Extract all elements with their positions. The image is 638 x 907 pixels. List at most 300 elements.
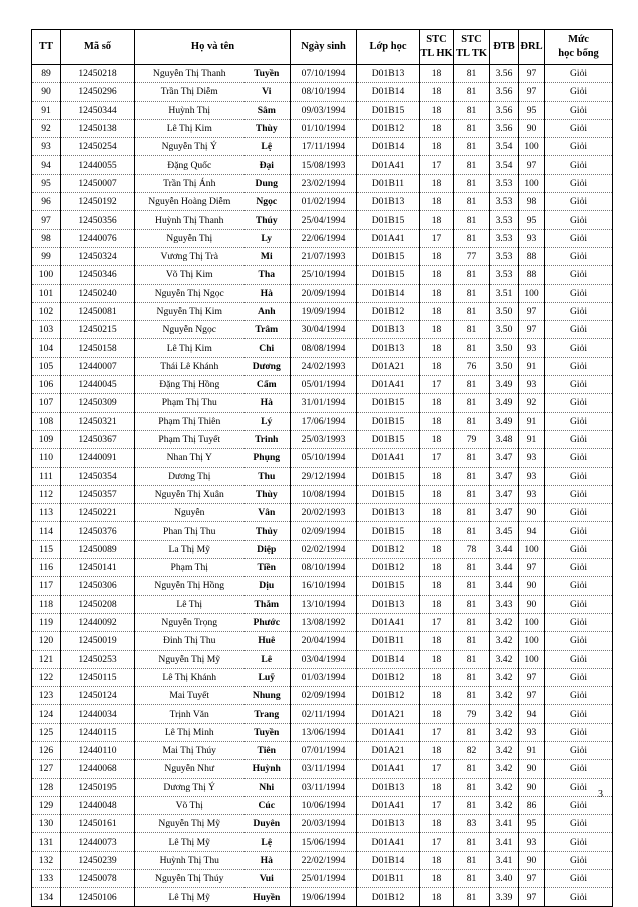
cell-tt: 133 [32,870,61,888]
cell-muc-hoc-bong: Giỏi [545,888,613,906]
cell-tt: 91 [32,101,61,119]
cell-stc-tl-hk: 18 [420,467,454,485]
cell-drl: 98 [519,193,545,211]
cell-stc-tl-tk: 81 [454,302,490,320]
cell-stc-tl-hk: 17 [420,796,454,814]
cell-stc-tl-hk: 18 [420,174,454,192]
cell-tt: 101 [32,284,61,302]
cell-dtb: 3.42 [490,723,519,741]
header-ho-va-ten: Họ và tên [135,30,291,65]
cell-ten: Thủy [244,522,291,540]
cell-muc-hoc-bong: Giỏi [545,815,613,833]
cell-tt: 119 [32,613,61,631]
table-row [32,302,613,320]
cell-dtb: 3.47 [490,504,519,522]
cell-tt: 126 [32,741,61,759]
table-row [32,577,613,595]
cell-tt: 108 [32,412,61,430]
cell-ma-so: 12440073 [61,833,135,851]
cell-stc-tl-tk: 81 [454,687,490,705]
cell-lop-hoc: D01B11 [357,174,420,192]
page-number: 3 [598,789,603,800]
cell-dtb: 3.49 [490,394,519,412]
cell-ngay-sinh: 25/10/1994 [291,266,357,284]
cell-drl: 95 [519,211,545,229]
cell-muc-hoc-bong: Giỏi [545,247,613,265]
table-row [32,650,613,668]
cell-ten: Cẩm [244,376,291,394]
cell-ho: Phạm Thị [135,559,244,577]
cell-ngay-sinh: 10/06/1994 [291,796,357,814]
cell-stc-tl-tk: 81 [454,778,490,796]
cell-drl: 97 [519,83,545,101]
cell-lop-hoc: D01B14 [357,851,420,869]
cell-stc-tl-tk: 81 [454,119,490,137]
cell-ngay-sinh: 05/01/1994 [291,376,357,394]
cell-ma-so: 12440115 [61,723,135,741]
table-row [32,467,613,485]
cell-ten: Trang [244,705,291,723]
cell-stc-tl-tk: 81 [454,595,490,613]
cell-stc-tl-tk: 81 [454,833,490,851]
cell-dtb: 3.56 [490,119,519,137]
cell-drl: 100 [519,632,545,650]
cell-stc-tl-tk: 81 [454,723,490,741]
cell-stc-tl-hk: 17 [420,760,454,778]
header-stc-hk-line2: TL HK [420,48,453,59]
header-stc-tl-hk [420,30,454,65]
cell-dtb: 3.53 [490,266,519,284]
cell-muc-hoc-bong: Giỏi [545,741,613,759]
cell-lop-hoc: D01B14 [357,284,420,302]
cell-ho: Nhan Thị Y [135,449,244,467]
cell-tt: 128 [32,778,61,796]
cell-ho: Võ Thị Kim [135,266,244,284]
cell-stc-tl-hk: 18 [420,394,454,412]
table-row [32,321,613,339]
cell-muc-hoc-bong: Giỏi [545,559,613,577]
cell-tt: 125 [32,723,61,741]
cell-ten: Ngọc [244,193,291,211]
cell-stc-tl-hk: 17 [420,376,454,394]
cell-ma-so: 12450240 [61,284,135,302]
cell-muc-hoc-bong: Giỏi [545,138,613,156]
cell-dtb: 3.43 [490,595,519,613]
cell-lop-hoc: D01B15 [357,467,420,485]
cell-muc-hoc-bong: Giỏi [545,650,613,668]
cell-lop-hoc: D01B12 [357,119,420,137]
table-row [32,796,613,814]
cell-drl: 100 [519,138,545,156]
table-row [32,613,613,631]
cell-drl: 97 [519,888,545,906]
table-row [32,723,613,741]
cell-drl: 90 [519,595,545,613]
cell-ma-so: 12450309 [61,394,135,412]
cell-drl: 95 [519,101,545,119]
cell-drl: 97 [519,156,545,174]
cell-ho: Nguyễn Thị Mỹ [135,815,244,833]
cell-ngay-sinh: 08/10/1994 [291,83,357,101]
cell-ma-so: 12440034 [61,705,135,723]
cell-muc-hoc-bong: Giỏi [545,193,613,211]
cell-drl: 93 [519,339,545,357]
cell-stc-tl-hk: 18 [420,650,454,668]
cell-ho: Nguyễn Trọng [135,613,244,631]
cell-muc-hoc-bong: Giỏi [545,595,613,613]
cell-ma-so: 12450306 [61,577,135,595]
cell-ngay-sinh: 25/03/1993 [291,430,357,448]
cell-muc-hoc-bong: Giỏi [545,229,613,247]
cell-lop-hoc: D01A41 [357,833,420,851]
cell-ngay-sinh: 01/10/1994 [291,119,357,137]
cell-ten: Luỹ [244,668,291,686]
cell-lop-hoc: D01A41 [357,723,420,741]
cell-stc-tl-hk: 18 [420,870,454,888]
cell-lop-hoc: D01B15 [357,522,420,540]
cell-ma-so: 12450367 [61,430,135,448]
cell-dtb: 3.44 [490,540,519,558]
cell-dtb: 3.41 [490,815,519,833]
cell-ho: Nguyễn Thị Mỹ [135,650,244,668]
cell-stc-tl-tk: 81 [454,796,490,814]
cell-lop-hoc: D01B13 [357,339,420,357]
cell-ho: Nguyễn Thị Thúy [135,870,244,888]
cell-drl: 97 [519,687,545,705]
cell-drl: 91 [519,357,545,375]
cell-lop-hoc: D01A21 [357,357,420,375]
cell-stc-tl-tk: 81 [454,83,490,101]
cell-ten: Huỳnh [244,760,291,778]
cell-tt: 110 [32,449,61,467]
cell-ngay-sinh: 23/02/1994 [291,174,357,192]
cell-lop-hoc: D01A41 [357,760,420,778]
cell-lop-hoc: D01B15 [357,577,420,595]
cell-drl: 90 [519,577,545,595]
header-muc-line2: học bổng [558,48,599,59]
table-row [32,888,613,906]
cell-ma-so: 12450141 [61,559,135,577]
header-stc-tl-tk [454,30,490,65]
cell-ma-so: 12450344 [61,101,135,119]
cell-stc-tl-hk: 18 [420,138,454,156]
cell-ten: Chi [244,339,291,357]
cell-lop-hoc: D01B12 [357,888,420,906]
cell-ma-so: 12450253 [61,650,135,668]
cell-stc-tl-hk: 18 [420,284,454,302]
header-drl: ĐRL [519,30,545,65]
cell-dtb: 3.49 [490,376,519,394]
cell-muc-hoc-bong: Giỏi [545,485,613,503]
cell-stc-tl-hk: 18 [420,504,454,522]
cell-stc-tl-hk: 18 [420,778,454,796]
cell-ngay-sinh: 20/09/1994 [291,284,357,302]
table-row [32,778,613,796]
cell-ngay-sinh: 03/04/1994 [291,650,357,668]
header-tt: TT [32,30,61,65]
cell-muc-hoc-bong: Giỏi [545,504,613,522]
cell-stc-tl-hk: 18 [420,485,454,503]
cell-muc-hoc-bong: Giỏi [545,65,613,83]
header-dtb: ĐTB [490,30,519,65]
cell-ten: Lê [244,650,291,668]
cell-ngay-sinh: 10/08/1994 [291,485,357,503]
cell-ten: Dung [244,174,291,192]
cell-ngay-sinh: 19/06/1994 [291,888,357,906]
cell-stc-tl-tk: 81 [454,394,490,412]
cell-stc-tl-tk: 81 [454,65,490,83]
cell-drl: 91 [519,430,545,448]
table-row [32,101,613,119]
cell-ho: Nguyễn Thị Kim [135,302,244,320]
cell-tt: 132 [32,851,61,869]
cell-ho: Nguyễn Thị [135,229,244,247]
cell-ten: Cúc [244,796,291,814]
cell-ngay-sinh: 30/04/1994 [291,321,357,339]
cell-dtb: 3.53 [490,193,519,211]
cell-dtb: 3.47 [490,467,519,485]
cell-drl: 93 [519,376,545,394]
cell-lop-hoc: D01A41 [357,156,420,174]
cell-stc-tl-hk: 18 [420,595,454,613]
cell-stc-tl-hk: 18 [420,302,454,320]
cell-drl: 93 [519,485,545,503]
cell-muc-hoc-bong: Giỏi [545,632,613,650]
cell-stc-tl-hk: 18 [420,412,454,430]
cell-lop-hoc: D01A41 [357,229,420,247]
cell-stc-tl-tk: 82 [454,741,490,759]
cell-ho: Huỳnh Thị Thu [135,851,244,869]
cell-ten: Tuyền [244,723,291,741]
cell-stc-tl-tk: 81 [454,211,490,229]
cell-tt: 102 [32,302,61,320]
cell-lop-hoc: D01A41 [357,613,420,631]
cell-dtb: 3.42 [490,613,519,631]
header-ma-so: Mã số [61,30,135,65]
cell-ho: La Thị Mỹ [135,540,244,558]
cell-stc-tl-hk: 18 [420,65,454,83]
cell-dtb: 3.42 [490,632,519,650]
cell-muc-hoc-bong: Giỏi [545,101,613,119]
cell-ma-so: 12450081 [61,302,135,320]
cell-muc-hoc-bong: Giỏi [545,174,613,192]
table-row [32,760,613,778]
cell-stc-tl-tk: 81 [454,632,490,650]
cell-ho: Nguyễn Ngọc [135,321,244,339]
cell-tt: 114 [32,522,61,540]
cell-lop-hoc: D01B13 [357,321,420,339]
cell-muc-hoc-bong: Giỏi [545,156,613,174]
cell-muc-hoc-bong: Giỏi [545,467,613,485]
cell-ho: Huỳnh Thị [135,101,244,119]
cell-stc-tl-tk: 81 [454,522,490,540]
cell-tt: 116 [32,559,61,577]
cell-stc-tl-hk: 18 [420,101,454,119]
cell-ngay-sinh: 31/01/1994 [291,394,357,412]
cell-ho: Nguyễn Thị Thanh [135,65,244,83]
table-row [32,211,613,229]
cell-stc-tl-hk: 18 [420,577,454,595]
cell-ngay-sinh: 03/11/1994 [291,778,357,796]
cell-dtb: 3.53 [490,247,519,265]
cell-ho: Lê Thị Khánh [135,668,244,686]
cell-ma-so: 12450138 [61,119,135,137]
cell-ngay-sinh: 08/10/1994 [291,559,357,577]
cell-dtb: 3.44 [490,577,519,595]
cell-tt: 127 [32,760,61,778]
table-row [32,156,613,174]
cell-ngay-sinh: 01/03/1994 [291,668,357,686]
cell-drl: 90 [519,119,545,137]
cell-tt: 95 [32,174,61,192]
cell-ten: Trâm [244,321,291,339]
cell-ho: Dương Thị [135,467,244,485]
table-row [32,266,613,284]
cell-stc-tl-hk: 18 [420,559,454,577]
cell-muc-hoc-bong: Giỏi [545,668,613,686]
cell-dtb: 3.48 [490,430,519,448]
cell-muc-hoc-bong: Giỏi [545,851,613,869]
cell-ten: Anh [244,302,291,320]
cell-muc-hoc-bong: Giỏi [545,266,613,284]
table-row [32,394,613,412]
cell-ma-so: 12450346 [61,266,135,284]
cell-muc-hoc-bong: Giỏi [545,339,613,357]
cell-ho: Huỳnh Thị Thanh [135,211,244,229]
cell-ma-so: 12450161 [61,815,135,833]
header-muc-hoc-bong [545,30,613,65]
cell-muc-hoc-bong: Giỏi [545,394,613,412]
cell-stc-tl-tk: 81 [454,888,490,906]
cell-ma-so: 12450239 [61,851,135,869]
cell-ngay-sinh: 19/09/1994 [291,302,357,320]
cell-ngay-sinh: 20/02/1993 [291,504,357,522]
cell-stc-tl-tk: 81 [454,193,490,211]
cell-drl: 100 [519,650,545,668]
cell-ma-so: 12440092 [61,613,135,631]
cell-ma-so: 12450356 [61,211,135,229]
cell-muc-hoc-bong: Giỏi [545,83,613,101]
cell-lop-hoc: D01A21 [357,741,420,759]
cell-ma-so: 12450208 [61,595,135,613]
cell-lop-hoc: D01B14 [357,650,420,668]
cell-ho: Nguyễn [135,504,244,522]
table-row [32,522,613,540]
cell-ten: Đại [244,156,291,174]
cell-lop-hoc: D01B12 [357,668,420,686]
cell-ten: Lý [244,412,291,430]
cell-drl: 97 [519,870,545,888]
table-row [32,193,613,211]
cell-muc-hoc-bong: Giỏi [545,760,613,778]
cell-ma-so: 12450124 [61,687,135,705]
cell-drl: 94 [519,522,545,540]
header-lop-hoc: Lớp học [357,30,420,65]
cell-ma-so: 12450195 [61,778,135,796]
cell-muc-hoc-bong: Giỏi [545,687,613,705]
cell-ho: Nguyễn Thị Xuân [135,485,244,503]
cell-ngay-sinh: 13/06/1994 [291,723,357,741]
cell-stc-tl-hk: 18 [420,357,454,375]
cell-lop-hoc: D01A21 [357,705,420,723]
cell-ho: Phạm Thị Thu [135,394,244,412]
cell-lop-hoc: D01B15 [357,394,420,412]
cell-drl: 97 [519,302,545,320]
cell-tt: 109 [32,430,61,448]
cell-muc-hoc-bong: Giỏi [545,430,613,448]
cell-lop-hoc: D01B15 [357,211,420,229]
cell-dtb: 3.47 [490,485,519,503]
cell-stc-tl-tk: 78 [454,540,490,558]
cell-stc-tl-hk: 18 [420,211,454,229]
cell-dtb: 3.54 [490,156,519,174]
cell-muc-hoc-bong: Giỏi [545,321,613,339]
cell-ten: Duyên [244,815,291,833]
cell-lop-hoc: D01B11 [357,870,420,888]
cell-drl: 93 [519,229,545,247]
cell-ngay-sinh: 15/06/1994 [291,833,357,851]
cell-lop-hoc: D01B12 [357,687,420,705]
cell-tt: 112 [32,485,61,503]
table-row [32,595,613,613]
cell-ma-so: 12450254 [61,138,135,156]
cell-stc-tl-tk: 81 [454,668,490,686]
cell-ma-so: 12440068 [61,760,135,778]
cell-ho: Lê Thị Kim [135,339,244,357]
cell-tt: 94 [32,156,61,174]
cell-dtb: 3.41 [490,851,519,869]
cell-lop-hoc: D01B15 [357,101,420,119]
cell-lop-hoc: D01B13 [357,504,420,522]
cell-lop-hoc: D01A41 [357,449,420,467]
cell-stc-tl-tk: 81 [454,577,490,595]
cell-dtb: 3.56 [490,101,519,119]
cell-stc-tl-hk: 17 [420,229,454,247]
table-row [32,540,613,558]
cell-tt: 98 [32,229,61,247]
cell-ma-so: 12450192 [61,193,135,211]
cell-stc-tl-tk: 81 [454,650,490,668]
cell-ho: Nguyễn Như [135,760,244,778]
table-row [32,504,613,522]
cell-ngay-sinh: 22/02/1994 [291,851,357,869]
cell-stc-tl-tk: 79 [454,430,490,448]
cell-ma-so: 12450354 [61,467,135,485]
cell-dtb: 3.42 [490,778,519,796]
cell-stc-tl-hk: 18 [420,687,454,705]
cell-lop-hoc: D01B12 [357,540,420,558]
cell-drl: 90 [519,504,545,522]
cell-stc-tl-tk: 81 [454,376,490,394]
cell-lop-hoc: D01B12 [357,559,420,577]
cell-dtb: 3.39 [490,888,519,906]
cell-stc-tl-hk: 17 [420,156,454,174]
cell-dtb: 3.51 [490,284,519,302]
header-ngay-sinh: Ngày sinh [291,30,357,65]
cell-muc-hoc-bong: Giỏi [545,302,613,320]
cell-ten: Huê [244,632,291,650]
table-row [32,284,613,302]
cell-tt: 122 [32,668,61,686]
cell-ten: Vân [244,504,291,522]
cell-ten: Mi [244,247,291,265]
table-header-row [32,30,613,65]
table-row [32,174,613,192]
cell-stc-tl-hk: 18 [420,83,454,101]
cell-lop-hoc: D01B11 [357,632,420,650]
cell-ten: Ly [244,229,291,247]
cell-ho: Thái Lê Khánh [135,357,244,375]
